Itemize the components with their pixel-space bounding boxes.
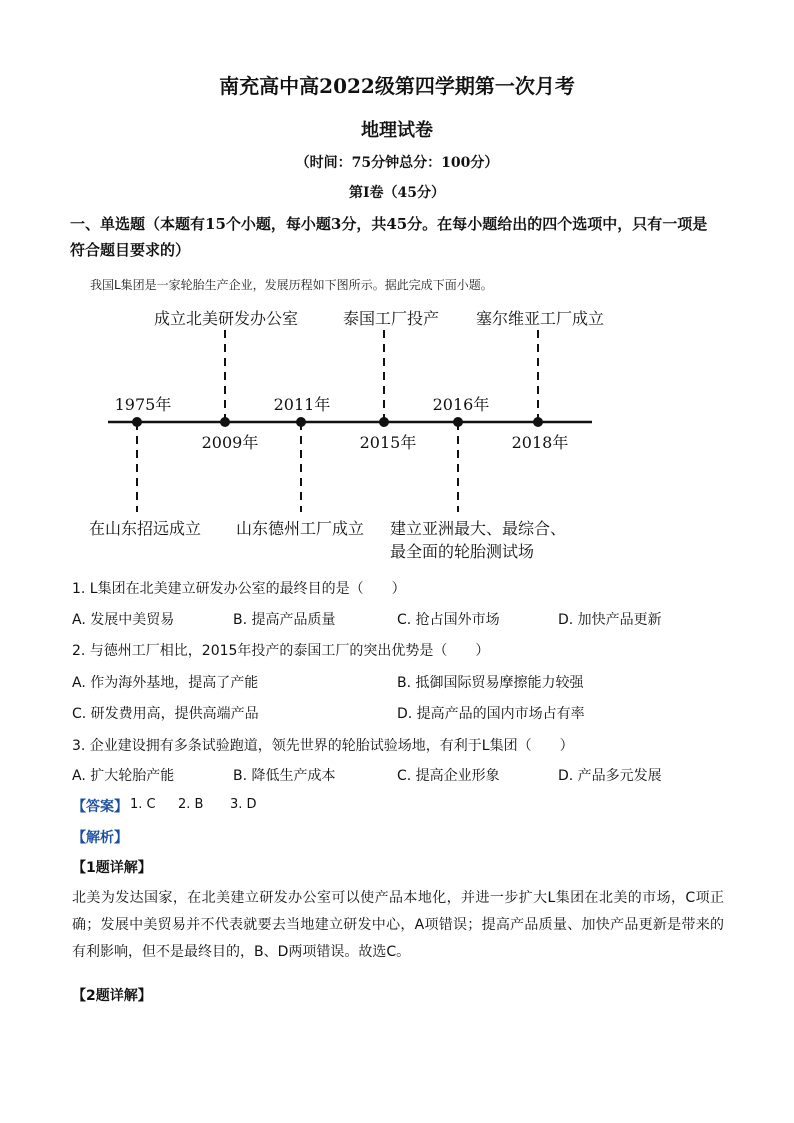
- option-a[interactable]: A. 扩大轮胎产能: [72, 768, 175, 784]
- dot-2016: [453, 417, 463, 427]
- option-d[interactable]: D. 提高产品的国内市场占有率: [397, 706, 585, 722]
- exam-meta: （时间：75分钟总分：100分）: [295, 155, 499, 171]
- option-c[interactable]: C. 抢占国外市场: [397, 612, 500, 628]
- year-label-bottom: 2009年: [201, 433, 259, 452]
- answer-label: 【答案】: [72, 799, 128, 815]
- question-intro: 我国L集团是一家轮胎生产企业，发展历程如下图所示。据此完成下面小题。: [90, 278, 493, 292]
- event-label: 在山东招远成立: [88, 519, 202, 538]
- option-c[interactable]: C. 研发费用高，提供高端产品: [72, 706, 259, 722]
- dot-2011: [296, 417, 306, 427]
- year-label-bottom: 2018年: [511, 433, 569, 452]
- detail-text: 北美为发达国家，在北美建立研发办公室可以使产品本地化，并进一步扩大L集团在北美的市场，C项正确；发展中美贸易并不代表就要去当地建立研发中心，A项错误；提高产品质量、加快产品更新是带来的有利影响，但不是最终目的，B、D两项错误。故选C。: [72, 890, 724, 960]
- dot-1975: [132, 417, 142, 427]
- option-d[interactable]: D. 产品多元发展: [558, 768, 662, 784]
- event-label: 泰国工厂投产: [342, 309, 440, 328]
- year-label-top: 2016年: [432, 395, 490, 414]
- option-a[interactable]: A. 作为海外基地，提高了产能: [72, 675, 259, 691]
- answer-value: 1. C: [130, 797, 156, 812]
- option-c[interactable]: C. 提高企业形象: [397, 768, 500, 784]
- section-heading: 一、单选题（本题有15个小题，每小题3分，共45分。在每小题给出的四个选项中，只有一项是符合题目要求的）: [70, 215, 708, 259]
- analysis-label: 【解析】: [72, 830, 128, 846]
- event-label: 最全面的轮胎测试场: [389, 542, 535, 561]
- year-label-bottom: 2015年: [359, 433, 417, 452]
- detail-label: 【1题详解】: [72, 860, 152, 876]
- subject-title: 地理试卷: [361, 120, 433, 141]
- answer-value: 3. D: [230, 797, 257, 812]
- option-a[interactable]: A. 发展中美贸易: [72, 612, 175, 628]
- year-label-top: 1975年: [114, 395, 172, 414]
- option-b[interactable]: B. 提高产品质量: [233, 612, 336, 628]
- question-stem: 2. 与德州工厂相比，2015年投产的泰国工厂的突出优势是（ ）: [72, 643, 490, 659]
- year-label-top: 2011年: [273, 395, 331, 414]
- page-title: 南充高中高2022级第四学期第一次月考: [219, 74, 575, 98]
- option-b[interactable]: B. 抵御国际贸易摩擦能力较强: [397, 675, 584, 691]
- question-stem: 3. 企业建设拥有多条试验跑道，领先世界的轮胎试验场地，有利于L集团（ ）: [72, 738, 574, 754]
- option-d[interactable]: D. 加快产品更新: [558, 612, 662, 628]
- event-label: 成立北美研发办公室: [153, 309, 299, 328]
- option-b[interactable]: B. 降低生产成本: [233, 768, 336, 784]
- answer-value: 2. B: [178, 797, 204, 812]
- question-stem: 1. L集团在北美建立研发办公室的最终目的是（ ）: [72, 581, 406, 597]
- event-label: 山东德州工厂成立: [235, 519, 365, 538]
- dot-2015: [379, 417, 389, 427]
- volume-label: 第Ⅰ卷（45分）: [348, 185, 446, 201]
- event-label: 塞尔维亚工厂成立: [475, 309, 605, 328]
- detail-label: 【2题详解】: [72, 988, 152, 1004]
- dot-2009: [220, 417, 230, 427]
- event-label: 建立亚洲最大、最综合、: [389, 519, 567, 538]
- dot-2018: [533, 417, 543, 427]
